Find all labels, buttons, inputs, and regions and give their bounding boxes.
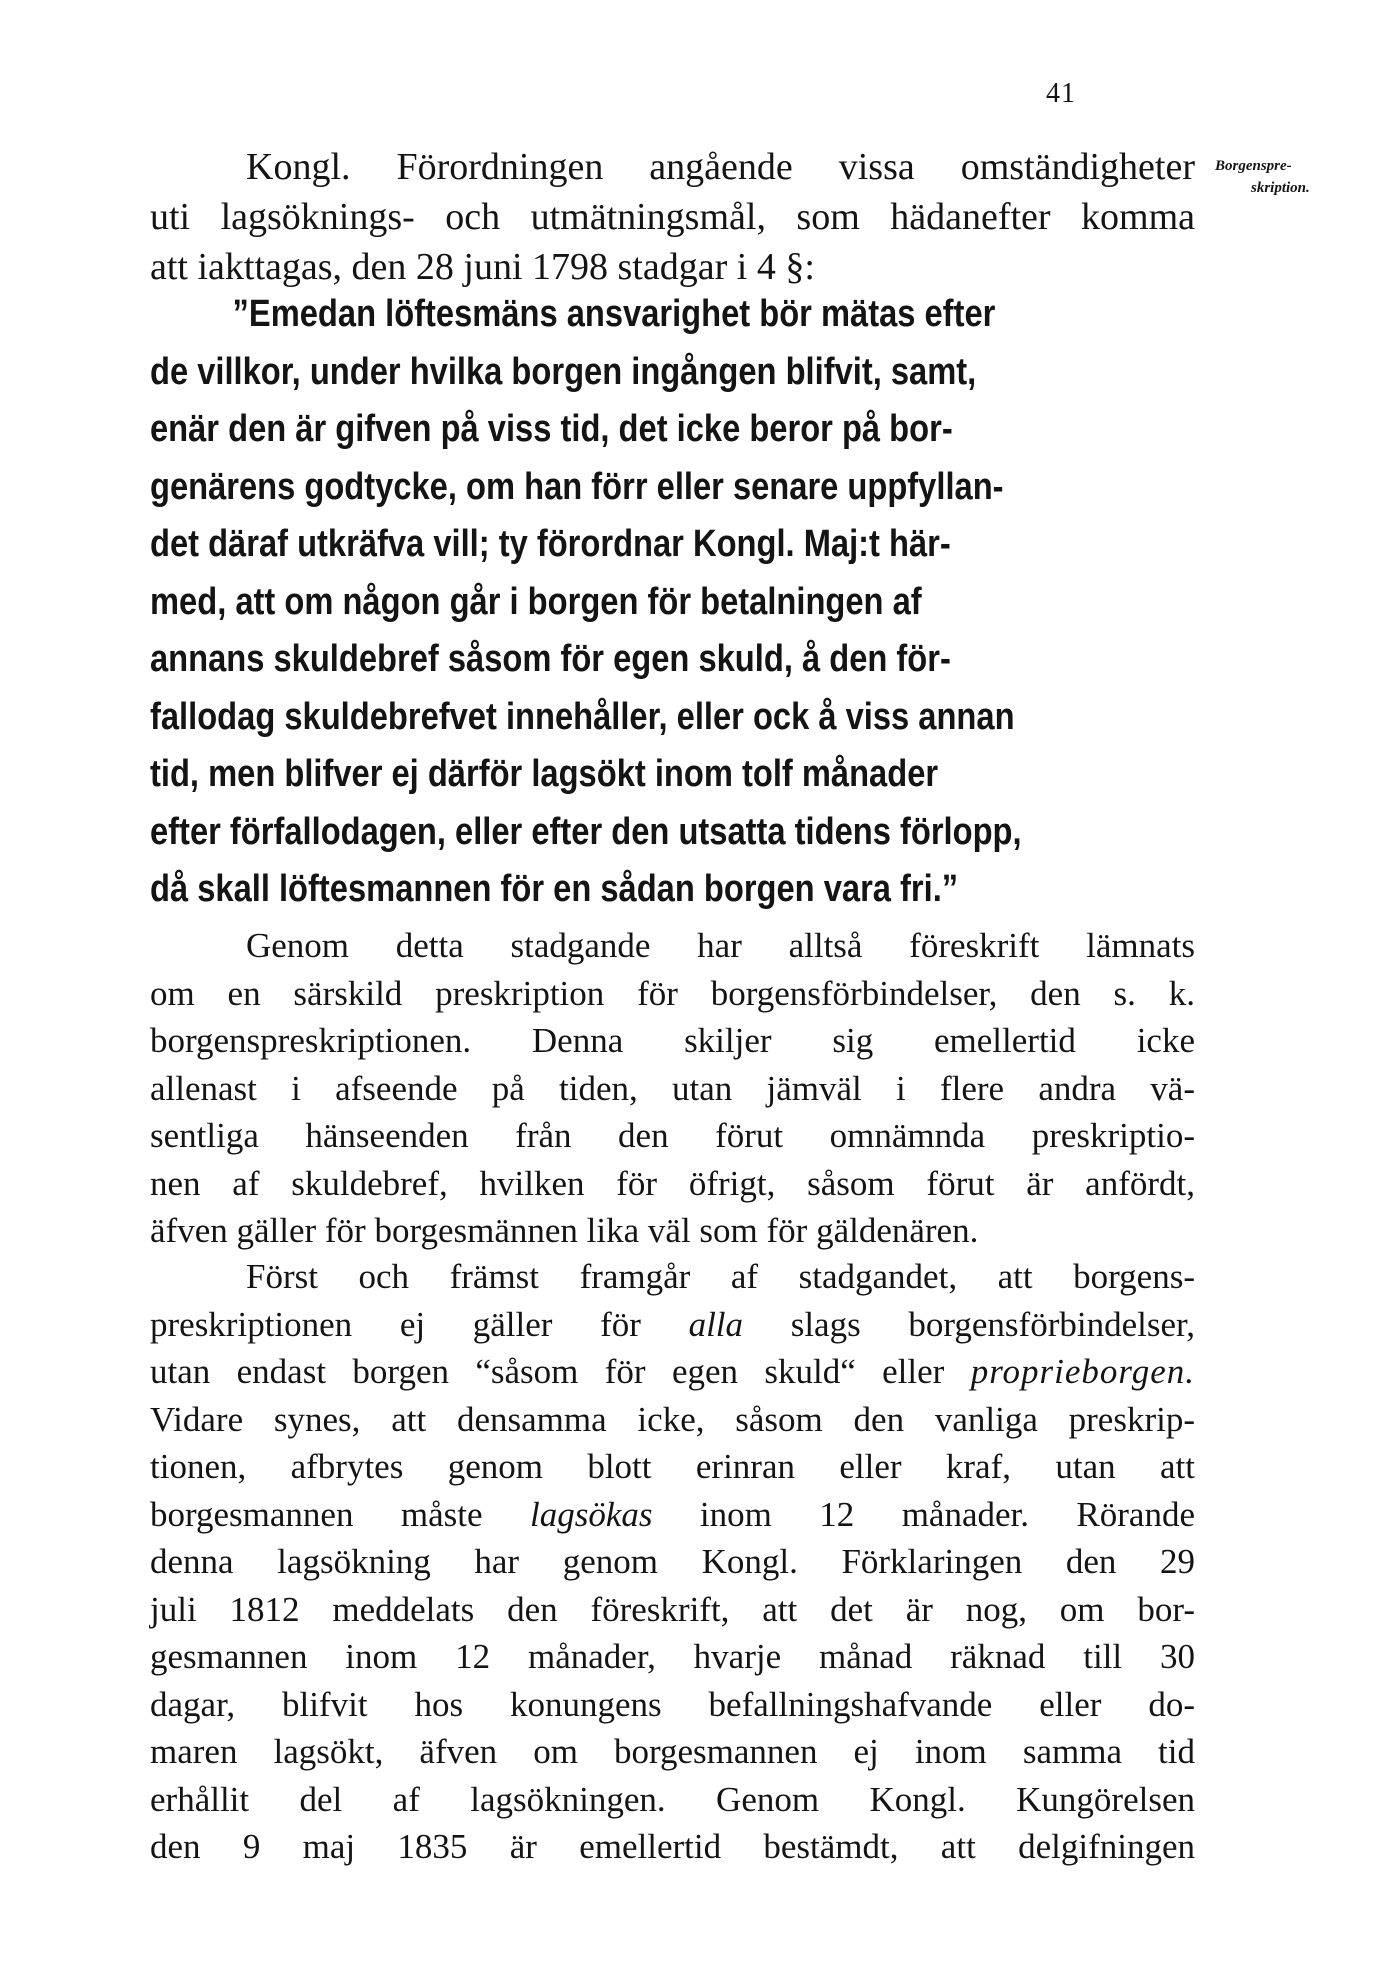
text-line: borgenspreskriptionen. Denna skiljer sig emellertid icke — [150, 1021, 1195, 1060]
text-line: Vidare synes, att densamma icke, såsom den vanliga preskrip- — [150, 1399, 1195, 1439]
text-line: erhållit del af lagsökningen. Genom Kongl. Kungörelsen — [150, 1779, 1195, 1819]
quote-line: med, att om någon går i borgen för betalningen af — [150, 580, 922, 623]
quoted-ordinance — [150, 286, 1195, 919]
text-segment: slags borgensförbindelser, — [743, 1304, 1195, 1344]
quote-line: fallodag skuldebrefvet innehåller, eller ock å viss annan — [150, 695, 1015, 738]
text-line: sentliga hänseenden från den förut omnämnda preskriptio- — [150, 1116, 1195, 1155]
intro-paragraph — [150, 142, 1195, 292]
margin-note-line: Borgenspre- — [1215, 158, 1292, 174]
emphasis-lagsokas: lagsökas — [529, 1494, 653, 1534]
text-line — [150, 1491, 1195, 1539]
text-line: gesmannen inom 12 månader, hvarje månad räknad till 30 — [150, 1637, 1195, 1676]
text-line: denna lagsökning har genom Kongl. Förklaringen den 29 — [150, 1542, 1195, 1581]
text-line: om en särskild preskription för borgensförbindelser, den s. k. — [150, 973, 1195, 1013]
text-segment: preskriptionen ej gäller för — [150, 1304, 689, 1344]
text-line: allenast i afseende på tiden, utan jämväl i flere andra vä- — [150, 1068, 1195, 1108]
text-line: att iakttagas, den 28 juni 1798 stadgar i 4 §: — [150, 246, 815, 288]
quote-line: då skall löftesmannen för en sådan borgen vara fri.” — [150, 868, 959, 910]
text-line: Genom detta stadgande har alltså föreskrift lämnats — [246, 926, 1195, 965]
page-number: 41 — [1046, 78, 1076, 109]
text-segment: inom 12 månader. Rörande — [652, 1494, 1195, 1534]
quote-line: det däraf utkräfva vill; ty förordnar Kongl. Maj:t här- — [150, 523, 951, 565]
quote-line: annans skuldebref såsom för egen skuld, å den för- — [150, 638, 951, 680]
text-line: uti lagsöknings- och utmätningsmål, som hädanefter komma — [150, 196, 1195, 238]
quote-line: tid, men blifver ej därför lagsökt inom tolf månader — [150, 753, 939, 795]
text-segment: borgesmannen måste — [150, 1494, 530, 1534]
paragraph-forst — [150, 1253, 1195, 1871]
paragraph-genom — [150, 922, 1195, 1255]
quote-line: de villkor, under hvilka borgen ingången blifvit, samt, — [150, 350, 977, 393]
margin-note — [1215, 155, 1395, 199]
quote-line: ”Emedan löftesmäns ansvarighet bör mätas efter — [232, 293, 996, 335]
text-line — [150, 1301, 1195, 1349]
text-segment: utan endast borgen “såsom för egen skuld“ eller — [150, 1352, 971, 1391]
text-line: Först och främst framgår af stadgandet, att borgens- — [246, 1257, 1195, 1296]
emphasis-proprieborgen: proprieborgen. — [970, 1352, 1195, 1391]
margin-note-line: skription. — [1251, 180, 1310, 196]
text-line — [150, 1348, 1195, 1396]
text-line: Kongl. Förordningen angående vissa omständigheter — [246, 146, 1195, 188]
text-line: juli 1812 meddelats den föreskrift, att det är nog, om bor- — [150, 1589, 1195, 1629]
text-line: maren lagsökt, äfven om borgesmannen ej inom samma tid — [150, 1732, 1195, 1771]
quote-line: efter förfallodagen, eller efter den utsatta tidens förlopp, — [150, 810, 1022, 853]
text-line: nen af skuldebref, hvilken för öfrigt, såsom förut är anfördt, — [150, 1163, 1195, 1203]
text-line: äfven gäller för borgesmännen lika väl som för gäldenären. — [150, 1211, 979, 1250]
quote-line: genärens godtycke, om han förr eller senare uppfyllan- — [150, 465, 1004, 508]
text-line: dagar, blifvit hos konungens befallningshafvande eller do- — [150, 1684, 1195, 1724]
quote-line: enär den är gifven på viss tid, det icke beror på bor- — [150, 408, 953, 450]
text-line: tionen, afbrytes genom blott erinran eller kraf, utan att — [150, 1447, 1195, 1486]
emphasis-alla: alla — [688, 1304, 744, 1344]
text-line: den 9 maj 1835 är emellertid bestämdt, att delgifningen — [150, 1827, 1195, 1866]
